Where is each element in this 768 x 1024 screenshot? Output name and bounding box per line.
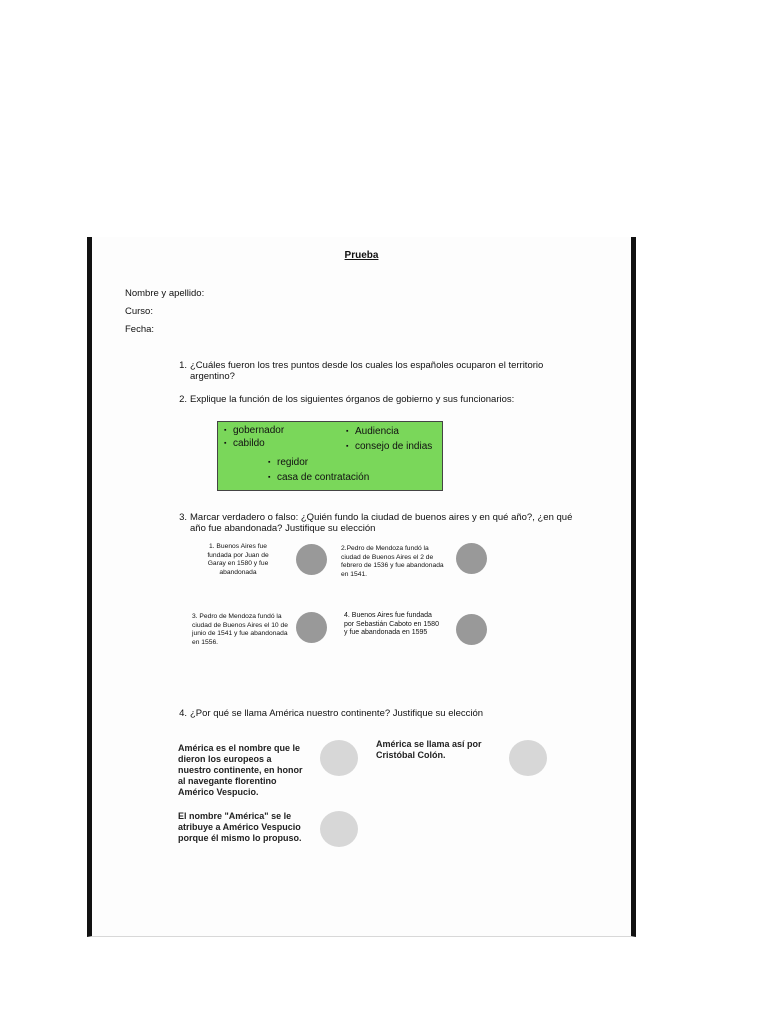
- date-field-label: Fecha:: [125, 324, 155, 335]
- bullet-icon: ▪: [224, 427, 227, 434]
- multiple-choice-option-2: América se llama así por Cristóbal Colón.: [376, 739, 482, 760]
- bullet-icon: ▪: [224, 440, 227, 447]
- question-number: 3.: [179, 512, 187, 523]
- list-item: ▪ cabildo: [224, 438, 265, 449]
- question-number: 1.: [179, 360, 187, 371]
- bullet-icon: ▪: [346, 443, 349, 450]
- course-field-label: Curso:: [125, 306, 153, 317]
- multiple-choice-option-3: El nombre "América" se le atribuye a Américo Vespucio porque él mismo lo propuso.: [178, 811, 302, 843]
- government-organs-box: [217, 421, 443, 491]
- question-number: 4.: [179, 708, 187, 719]
- list-item: ▪ gobernador: [224, 425, 285, 436]
- name-field-label: Nombre y apellido:: [125, 288, 205, 299]
- answer-bubble[interactable]: [320, 811, 358, 847]
- true-false-option-1: 1. Buenos Aires fue fundada por Juan de Garay en 1580 y fue abandonada: [207, 543, 269, 577]
- question-text-line: Marcar verdadero o falso: ¿Quién fundo la ciudad de buenos aires y en qué año?, ¿en qué: [190, 512, 573, 523]
- question-text-line: año fue abandonada? Justifique su elección: [190, 523, 376, 534]
- answer-bubble[interactable]: [456, 614, 487, 645]
- answer-bubble[interactable]: [320, 740, 358, 776]
- true-false-option-2: 2.Pedro de Mendoza fundó la ciudad de Buenos Aires el 2 de febrero de 1536 y fue abandonada en 1541.: [341, 545, 444, 579]
- page-title: Prueba: [344, 250, 379, 261]
- question-text-line: Explique la función de los siguientes órganos de gobierno y sus funcionarios:: [190, 394, 515, 405]
- true-false-option-4: 4. Buenos Aires fue fundada por Sebastián Caboto en 1580 y fue abandonada en 1595: [344, 612, 439, 637]
- answer-bubble[interactable]: [296, 544, 327, 575]
- bullet-icon: ▪: [346, 428, 349, 435]
- list-item: ▪ Audiencia: [346, 426, 399, 437]
- true-false-option-3: 3. Pedro de Mendoza fundó la ciudad de Buenos Aires el 10 de junio de 1541 y fue abandonada en 1556.: [192, 613, 288, 647]
- answer-bubble[interactable]: [509, 740, 547, 776]
- list-item: ▪ regidor: [268, 457, 309, 468]
- bullet-icon: ▪: [268, 474, 271, 481]
- question-text-line: ¿Por qué se llama América nuestro continente? Justifique su elección: [190, 708, 484, 719]
- question-number: 2.: [179, 394, 187, 405]
- answer-bubble[interactable]: [296, 612, 327, 643]
- list-item: ▪ consejo de indias: [346, 441, 433, 452]
- multiple-choice-option-1: América es el nombre que le dieron los europeos a nuestro continente, en honor al navegante florentino Américo Vespucio.: [178, 743, 303, 797]
- bullet-icon: ▪: [268, 459, 271, 466]
- question-text-line: argentino?: [190, 371, 235, 382]
- answer-bubble[interactable]: [456, 543, 487, 574]
- list-item: ▪ casa de contratación: [268, 472, 370, 483]
- worksheet-page: [87, 237, 636, 937]
- question-text-line: ¿Cuáles fueron los tres puntos desde los cuales los españoles ocuparon el territorio: [190, 360, 544, 371]
